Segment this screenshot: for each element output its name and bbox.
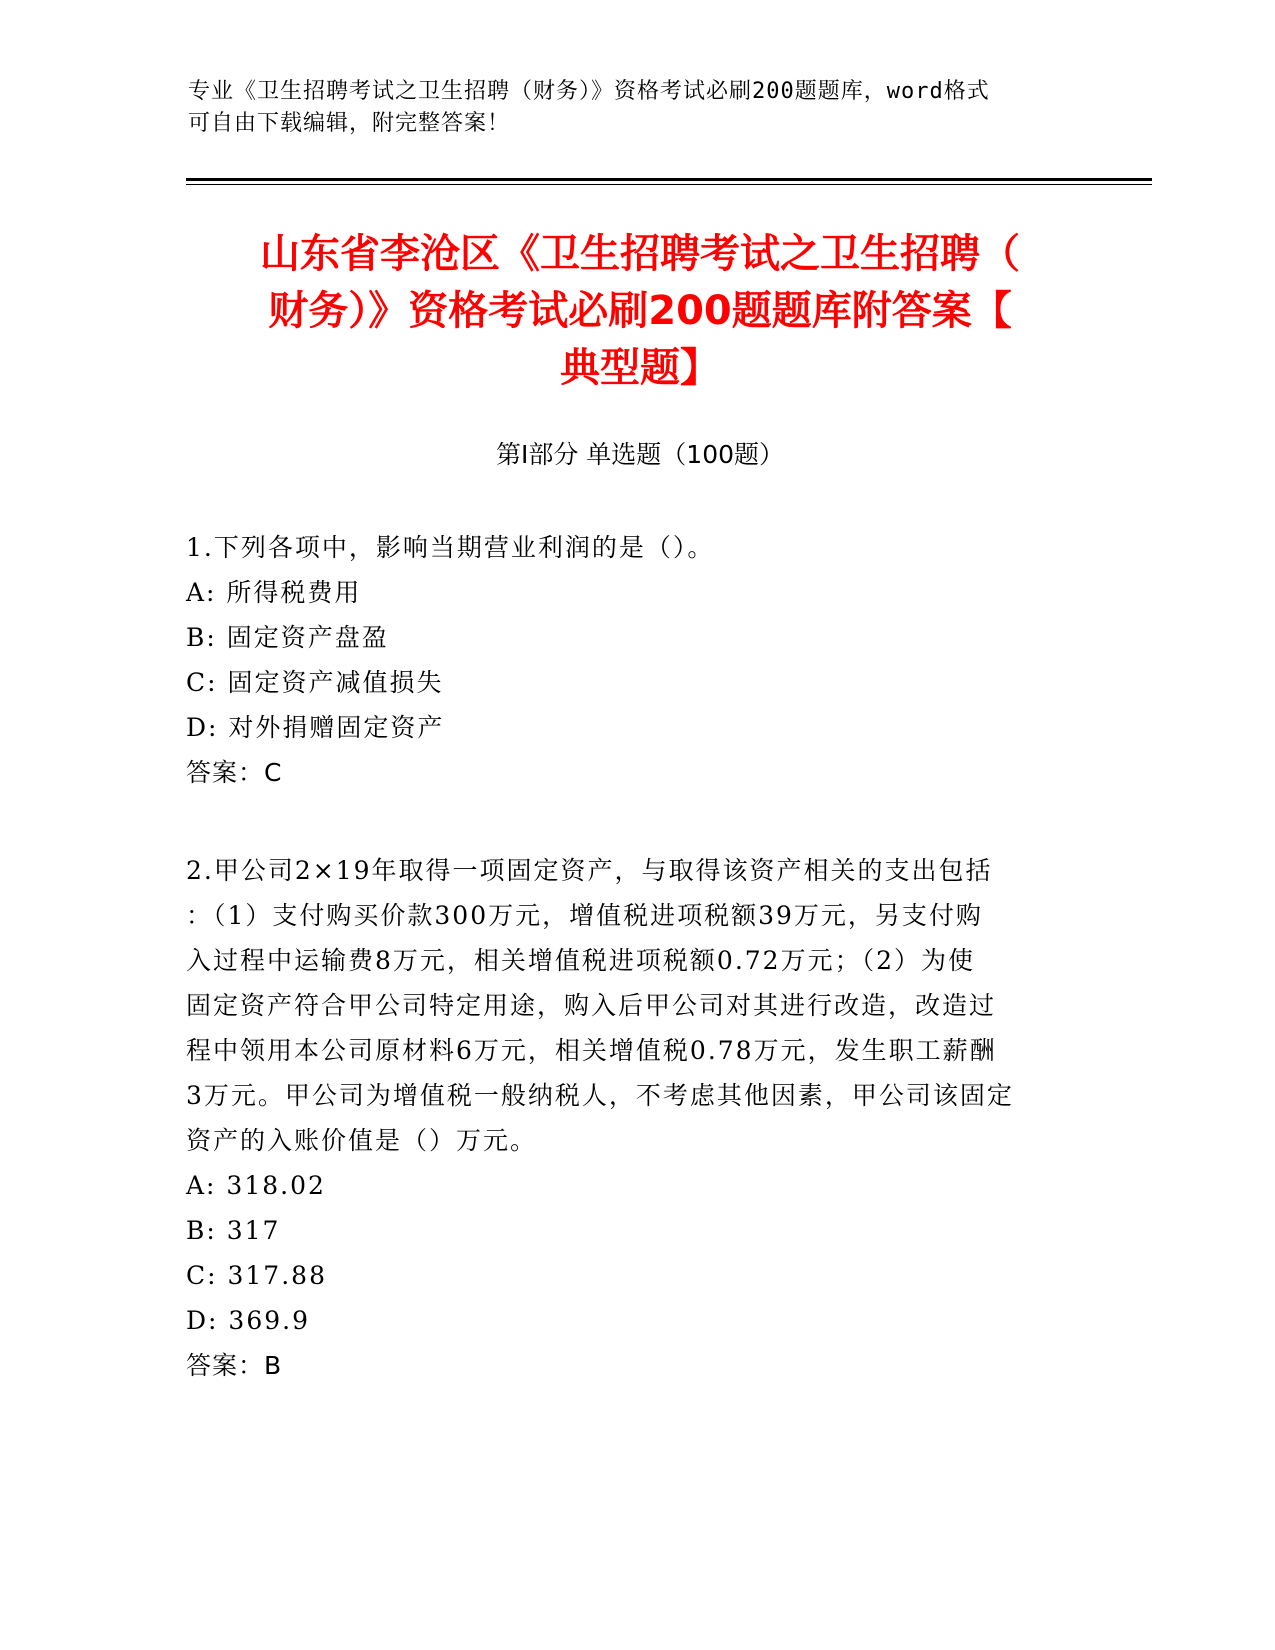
answer: 答案：B <box>186 1351 283 1380</box>
question-1 <box>186 525 1076 795</box>
option-d: D: 对外捐赠固定资产 <box>186 713 445 742</box>
question-stem: 2.甲公司2×19年取得一项固定资产，与取得该资产相关的支出包括 ：（1）支付购买价款300万元，增值税进项税额39万元，另支付购 入过程中运输费8万元，相关增值税进项税额0.72万元；（2）为使 固定资产符合甲公司特定用途，购入后甲公司对其进行改造，改造过 程中领用本公司原材料6万元，相关增值税0.78万元，发生职工薪酬 3万元。甲公司为增值税一般纳税人，不考虑其他因素，甲公司该固定 资产的入账价值是（）万元。 <box>186 856 1014 1155</box>
question-stem: 1.下列各项中，影响当期营业利润的是（）。 <box>186 533 715 562</box>
option-d: D: 369.9 <box>186 1306 310 1335</box>
header-rule-thin <box>186 184 1152 185</box>
document-title: 山东省李沧区《卫生招聘考试之卫生招聘（ 财务）》资格考试必刷200题题库附答案【 典型题】 <box>260 231 1020 391</box>
option-b: B: 317 <box>186 1216 281 1245</box>
section-title: 第I部分 单选题（100题） <box>495 440 785 469</box>
answer: 答案：C <box>186 758 283 787</box>
header-rule-thick <box>186 178 1152 181</box>
option-b: B: 固定资产盘盈 <box>186 623 389 652</box>
question-2 <box>186 848 1076 1388</box>
option-c: C: 317.88 <box>186 1261 327 1290</box>
option-c: C: 固定资产减值损失 <box>186 668 444 697</box>
option-a: A: 所得税费用 <box>186 578 362 607</box>
header-note: 专业《卫生招聘考试之卫生招聘（财务）》资格考试必刷200题题库，word格式 可自由下载编辑，附完整答案！ <box>188 79 990 136</box>
option-a: A: 318.02 <box>186 1171 326 1200</box>
